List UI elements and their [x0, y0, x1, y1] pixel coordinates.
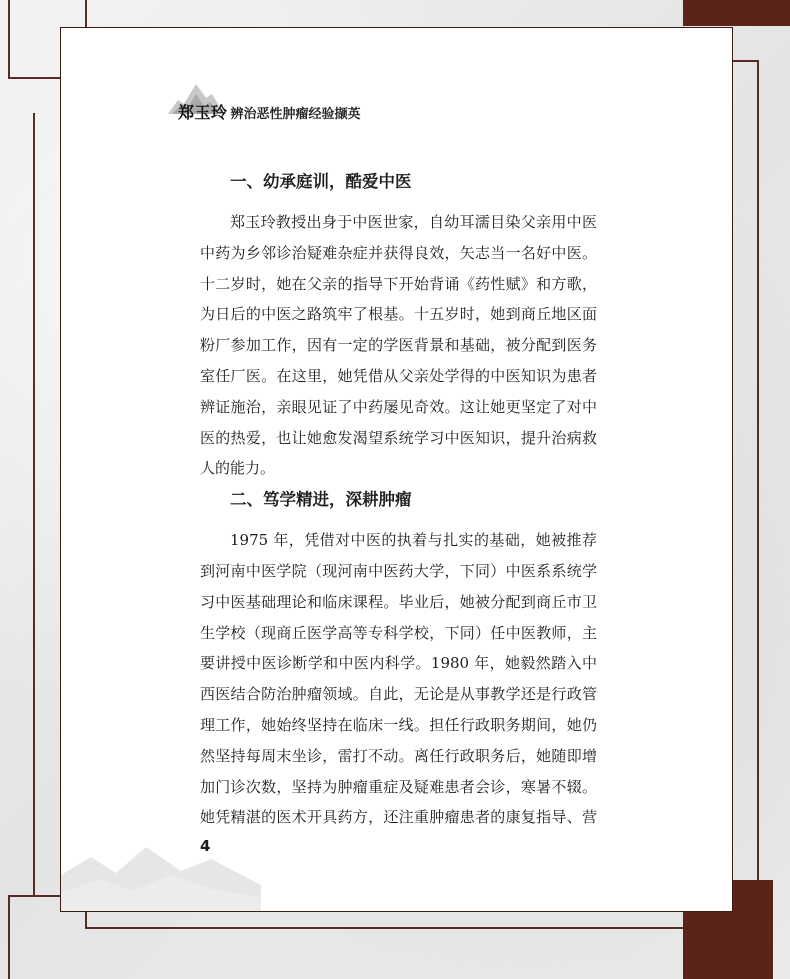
page-number: 4: [200, 837, 211, 855]
paragraph-line: 辨证施治，亲眼见证了中药屡见奇效。这让她更坚定了对中: [200, 397, 597, 416]
frame-line-bottomleft-top: [8, 895, 61, 897]
frame-line-left: [33, 113, 35, 896]
paragraph-line: 西医结合防治肿瘤领域。自此，无论是从事教学还是行政管: [200, 685, 597, 704]
frame-line-right-top: [732, 60, 758, 62]
paragraph-line: 粉厂参加工作，因有一定的学医背景和基础，被分配到医务: [200, 336, 597, 355]
frame-line-bottom: [85, 927, 684, 929]
frame-accent-block-topright: [683, 0, 790, 26]
paragraph-line: 医的热爱，也让她愈发渴望系统学习中医知识，提升治病救: [200, 428, 597, 447]
mountain-watermark-icon: [61, 835, 261, 911]
book-title: 辨治恶性肿瘤经验撷英: [230, 107, 361, 122]
paragraph-line: 要讲授中医诊断学和中医内科学。1980 年，她毅然踏入中: [200, 654, 597, 673]
paragraph-line: 然坚持每周末坐诊，雷打不动。离任行政职务后，她随即增: [200, 746, 597, 765]
paragraph-line: 为日后的中医之路筑牢了根基。十五岁时，她到商丘地区面: [200, 305, 597, 324]
paragraph-line: 人的能力。: [200, 459, 276, 478]
paragraph-line: 她凭精湛的医术开具药方，还注重肿瘤患者的康复指导、营: [200, 808, 597, 827]
paragraph-line: 中药为乡邻诊治疑难杂症并获得良效，矢志当一名好中医。: [200, 243, 597, 262]
paragraph-line: 到河南中医学院（现河南中医药大学，下同）中医系系统学: [200, 561, 597, 580]
paragraph-line: 习中医基础理论和临床课程。毕业后，她被分配到商丘市卫: [200, 592, 597, 611]
author-calligraphy: 郑玉玲: [178, 103, 228, 122]
header-titles: [178, 100, 361, 123]
frame-line-topleft-bottom: [8, 77, 61, 79]
paragraph: [200, 525, 597, 833]
frame-line-topleft-left: [8, 0, 10, 78]
section-heading: 二、笃学精进，深耕肿瘤: [230, 490, 412, 510]
section-heading: 一、幼承庭训，酷爱中医: [230, 172, 412, 191]
paragraph-line: 室任厂医。在这里，她凭借从父亲处学得的中医知识为患者: [200, 366, 597, 385]
paragraph-line: 1975 年，凭借对中医的执着与扎实的基础，她被推荐: [230, 531, 597, 550]
frame-line-bottomleft-left: [8, 895, 10, 979]
body-text: [200, 166, 597, 833]
running-header: [168, 80, 388, 120]
paragraph-line: 生学校（现商丘医学高等专科学校，下同）任中医教师，主: [200, 623, 597, 642]
paragraph-line: 十二岁时，她在父亲的指导下开始背诵《药性赋》和方歌，: [200, 274, 597, 293]
paragraph: [200, 207, 597, 484]
paragraph-line: 加门诊次数，坚持为肿瘤重症及疑难患者会诊，寒暑不辍。: [200, 777, 597, 796]
paragraph-line: 理工作，她始终坚持在临床一线。担任行政职务期间，她仍: [200, 715, 597, 734]
paragraph-line: 郑玉玲教授出身于中医世家，自幼耳濡目染父亲用中医: [230, 213, 597, 231]
frame-line-topleft-right: [85, 0, 87, 28]
frame-line-right: [757, 60, 759, 881]
